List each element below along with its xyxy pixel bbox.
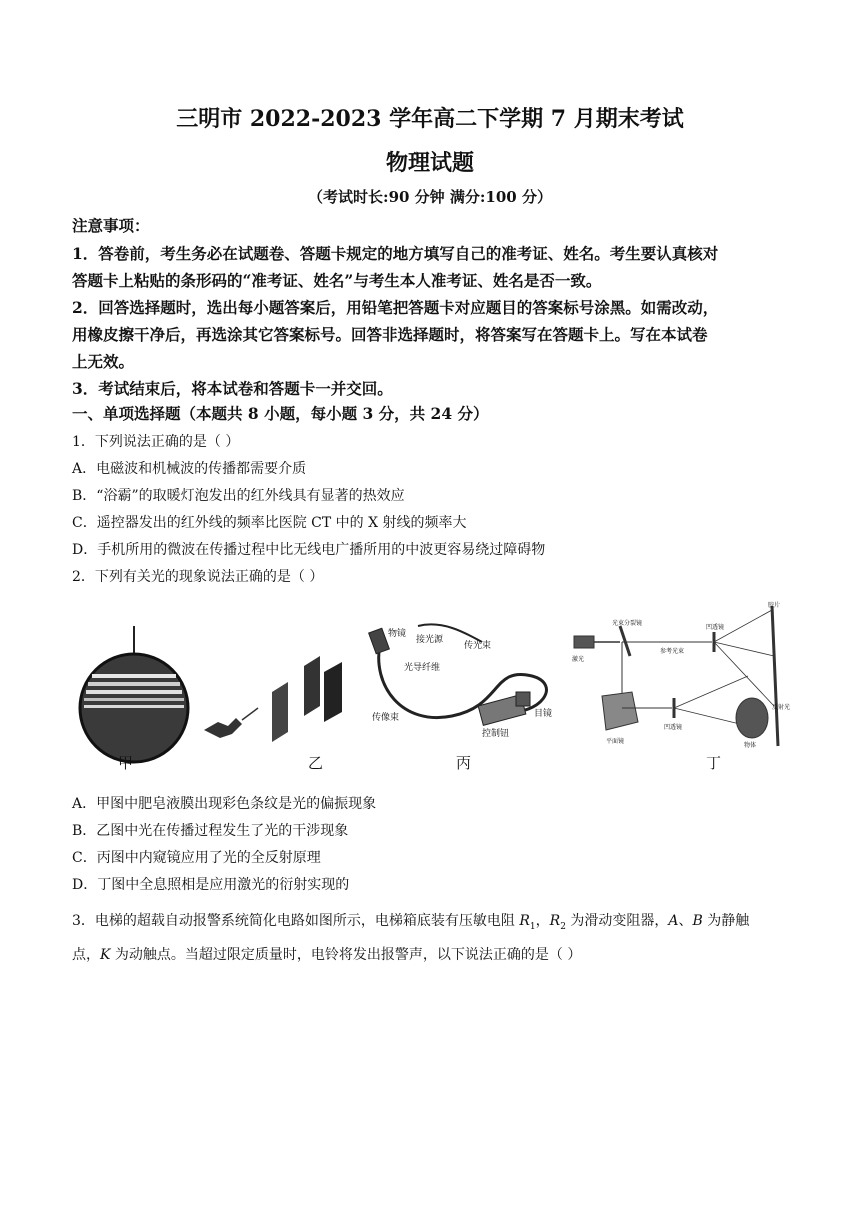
- question-2-option-c: C．丙图中内窥镜应用了光的全反射原理: [72, 850, 321, 866]
- bing-label: 光导纤维: [404, 663, 441, 673]
- bing-label: 目镜: [534, 709, 553, 719]
- question-2-option-a: A．甲图中肥皂液膜出现彩色条纹是光的偏振现象: [72, 796, 377, 812]
- notice-line: 答题卡上粘贴的条形码的“准考证、姓名”与考生本人准考证、姓名是否一致。: [72, 271, 602, 290]
- exam-subject: 物理试题: [385, 150, 474, 176]
- notice-line: 1．答卷前，考生务必在试题卷、答题卡规定的地方填写自己的准考证、姓名。考生要认真核对: [72, 244, 719, 263]
- ding-label: 胶片: [768, 602, 781, 609]
- question-2-option-b: B．乙图中光在传播过程发生了光的干涉现象: [72, 823, 349, 839]
- ding-label: 光束分裂镜: [612, 620, 643, 627]
- ding-label: 物体: [744, 742, 757, 749]
- figure-label-yi: 乙: [308, 754, 324, 772]
- var-r2: R: [549, 913, 561, 929]
- question-1-stem: 1．下列说法正确的是（ ）: [72, 434, 240, 450]
- notice-line: 用橡皮擦干净后，再选涂其它答案标号。回答非选择题时，将答案写在答题卡上。写在本试卷: [72, 325, 708, 344]
- ding-label: 参考光束: [660, 648, 685, 655]
- ding-label: 平面镜: [606, 738, 625, 745]
- question-2-figure: [72, 596, 792, 776]
- exam-duration: （考试时长:90 分钟 满分:100 分）: [308, 188, 552, 206]
- bing-label: 传像束: [372, 713, 400, 723]
- question-1-option-c: C．遥控器发出的红外线的频率比医院 CT 中的 X 射线的频率大: [72, 515, 467, 531]
- question-1-option-b: B．“浴霸”的取暖灯泡发出的红外线具有显著的热效应: [72, 488, 405, 504]
- bing-label: 物镜: [388, 629, 407, 639]
- bing-label: 控制钮: [482, 729, 510, 739]
- panel-yi-slits: [204, 656, 342, 742]
- ding-label: 凹透镜: [706, 624, 725, 631]
- question-2-stem: 2．下列有关光的现象说法正确的是（ ）: [72, 569, 324, 585]
- ding-label: 反射光: [772, 704, 791, 711]
- var-a: A: [668, 913, 679, 929]
- exam-title: 三明市 2022-2023 学年高二下学期 7 月期末考试: [176, 106, 684, 132]
- var-k: K: [100, 947, 111, 963]
- question-2-option-d: D．丁图中全息照相是应用激光的衍射实现的: [72, 877, 350, 893]
- notice-line: 上无效。: [72, 352, 135, 371]
- question-1-option-a: A．电磁波和机械波的传播都需要介质: [72, 461, 307, 477]
- section-heading: 一、单项选择题（本题共 8 小题，每小题 3 分，共 24 分）: [72, 404, 489, 423]
- notice-line: 2．回答选择题时，选出每小题答案后，用铅笔把答题卡对应题目的答案标号涂黑。如需改动，: [72, 298, 719, 317]
- notice-line: 3．考试结束后，将本试卷和答题卡一并交回。: [72, 379, 393, 398]
- figure-label-ding: 丁: [706, 754, 722, 772]
- figure-label-jia: 甲: [118, 754, 134, 772]
- question-3-line-1: 3．电梯的超载自动报警系统简化电路如图所示，电梯箱底装有压敏电阻 $R_1$，$R_2$ 为滑动变阻器，A、B 为静触: [72, 913, 750, 932]
- panel-jia-soap-film: [80, 626, 188, 762]
- ding-label: 激光: [572, 656, 585, 663]
- ding-label: 凹透镜: [664, 724, 683, 731]
- optics-figure: [72, 596, 792, 776]
- question-3-line-2: 点，K 为动触点。当超过限定质量时，电铃将发出报警声，以下说法正确的是（ ）: [72, 947, 582, 963]
- question-1-option-d: D．手机所用的微波在传播过程中比无线电广播所用的中波更容易绕过障碍物: [72, 542, 546, 558]
- bing-label: 接光源: [416, 635, 444, 645]
- notice-heading: 注意事项：: [72, 216, 150, 235]
- var-b: B: [692, 913, 703, 929]
- figure-label-bing: 丙: [456, 754, 472, 772]
- var-r1: R: [519, 913, 530, 929]
- bing-label: 传光束: [464, 641, 492, 651]
